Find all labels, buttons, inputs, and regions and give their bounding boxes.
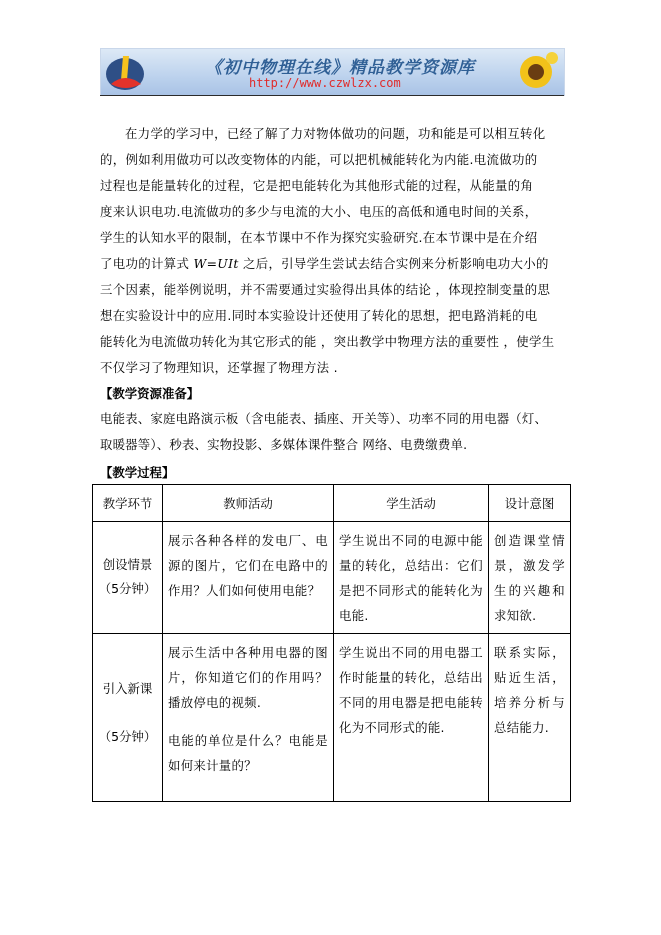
intro-line — [100, 121, 568, 147]
intro-line: 三个因素，能举例说明，并不需要通过实验得出具体的结论 ，体现控制变量的思 — [100, 282, 551, 297]
intro-line-text: 在力学的学习中，已经了解了力对物体做功的问题，功和能是可以相互转化 — [125, 126, 546, 141]
formula: W=UIt — [193, 256, 239, 271]
sunflower-icon — [514, 52, 558, 92]
intro-line: 不仅学习了物理知识，还掌握了物理方法 . — [100, 360, 338, 375]
stage-time: （5分钟） — [98, 729, 157, 744]
stage-name: 创设情景 — [102, 557, 153, 572]
site-logo-icon — [103, 50, 147, 94]
column-header: 设计意图 — [489, 485, 571, 522]
intro-line: 想在实验设计中的应用.同时本实验设计还使用了转化的思想，把电路消耗的电 — [100, 308, 538, 323]
teacher-activity-cell — [163, 522, 334, 634]
intro-line — [100, 251, 568, 277]
intro-line: 能转化为电流做功转化为其它形式的能 ，突出教学中物理方法的重要性 ，使学生 — [100, 334, 555, 349]
resources-heading: 【教学资源准备】 — [100, 386, 200, 401]
site-title: 《初中物理在线》精品教学资源库 — [205, 58, 475, 78]
column-header: 学生活动 — [334, 485, 489, 522]
intro-line: 度来认识电功.电流做功的多少与电流的大小、电压的高低和通电时间的关系， — [100, 204, 538, 219]
design-intent: 创造课堂情景，激发学生的兴趣和求知欲. — [494, 533, 565, 623]
resources-line: 电能表、家庭电路演示板（含电能表、插座、开关等）、功率不同的用电器（灯、 — [100, 411, 548, 426]
teacher-activity-extra: 电能的单位是什么？电能是如何来计量的？ — [168, 733, 328, 773]
table-header-row — [93, 485, 571, 522]
resources-line: 取暖器等）、秒表、实物投影、多媒体课件整合 网络、电费缴费单. — [100, 437, 468, 452]
teacher-activity: 展示各种各样的发电厂、电源的图片，它们在电路中的作用？人们如何使用电能？ — [168, 533, 328, 598]
student-activity: 学生说出不同的用电器工作时能量的转化，总结出不同的用电器是把电能转化为不同形式的能. — [339, 645, 483, 735]
teaching-process-table — [92, 484, 571, 802]
teacher-activity: 展示生活中各种用电器的图片，你知道它们的作用吗？播放停电的视频. — [168, 645, 328, 710]
intro-paragraph — [100, 121, 568, 381]
resources-paragraph — [100, 406, 568, 458]
column-header: 教师活动 — [163, 485, 334, 522]
table-row — [93, 522, 571, 634]
student-activity-cell — [334, 522, 489, 634]
stage-time: （5分钟） — [98, 581, 157, 596]
intro-line: 过程也是能量转化的过程，它是把电能转化为其他形式能的过程，从能量的角 — [100, 178, 534, 193]
stage-cell — [93, 522, 163, 634]
intro-line-text: 了电功的计算式 — [100, 256, 194, 271]
intro-line: 学生的认知水平的限制，在本节课中不作为探究实验研究.在本节课中是在介绍 — [100, 230, 538, 245]
student-activity: 学生说出不同的电源中能量的转化，总结出：它们是把不同形式的能转化为电能. — [339, 533, 483, 623]
header-rule — [100, 95, 564, 96]
design-intent-cell — [489, 522, 571, 634]
design-intent: 联系实际，贴近生活，培养分析与总结能力. — [494, 645, 565, 735]
teacher-activity-cell — [163, 634, 334, 802]
site-url[interactable]: http://www.czwlzx.com — [249, 76, 401, 90]
process-heading: 【教学过程】 — [100, 465, 175, 480]
stage-name: 引入新课 — [102, 681, 153, 696]
column-header: 教学环节 — [93, 485, 163, 522]
site-banner — [100, 48, 565, 96]
intro-line-text: 之后，引导学生尝试去结合实例来分析影响电功大小的 — [238, 256, 549, 271]
design-intent-cell — [489, 634, 571, 802]
stage-cell — [93, 634, 163, 802]
intro-line: 的，例如利用做功可以改变物体的内能，可以把机械能转化为内能.电流做功的 — [100, 152, 538, 167]
student-activity-cell — [334, 634, 489, 802]
table-row — [93, 634, 571, 802]
